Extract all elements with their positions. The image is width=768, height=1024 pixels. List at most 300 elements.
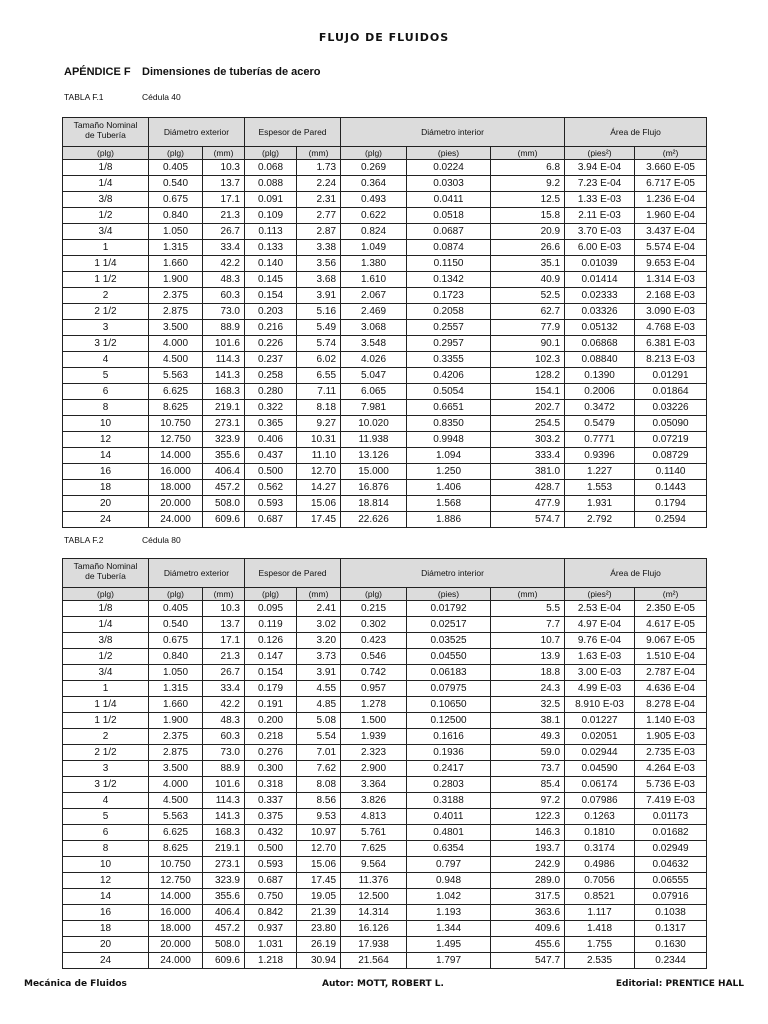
cell-od-plg: 0.675 (149, 192, 203, 208)
cell-area-pies2: 3.94 E-04 (565, 160, 635, 176)
table-row (63, 713, 707, 729)
cell-wall-plg: 0.113 (245, 224, 297, 240)
cell-wall-plg: 0.337 (245, 793, 297, 809)
table-label: TABLA F.2 (64, 535, 104, 545)
cell-id-plg: 11.376 (341, 873, 407, 889)
cell-wall-plg: 0.088 (245, 176, 297, 192)
cell-id-pies: 0.0687 (407, 224, 491, 240)
cell-nominal-size: 3 1/2 (63, 777, 149, 793)
cell-wall-mm: 6.02 (297, 352, 341, 368)
unit-header: (pies) (407, 147, 491, 160)
table-row (63, 176, 707, 192)
cell-id-plg: 2.323 (341, 745, 407, 761)
cell-nominal-size: 1 1/4 (63, 697, 149, 713)
cell-id-pies: 0.1342 (407, 272, 491, 288)
cell-id-plg: 2.469 (341, 304, 407, 320)
table-body (63, 160, 707, 528)
cell-area-pies2: 2.53 E-04 (565, 601, 635, 617)
cell-id-mm: 154.1 (491, 384, 565, 400)
cell-id-plg: 16.126 (341, 921, 407, 937)
cell-nominal-size: 20 (63, 937, 149, 953)
cell-nominal-size: 2 1/2 (63, 304, 149, 320)
cell-wall-plg: 0.750 (245, 889, 297, 905)
cell-id-pies: 0.10650 (407, 697, 491, 713)
cell-id-plg: 6.065 (341, 384, 407, 400)
cell-area-pies2: 0.02333 (565, 288, 635, 304)
cell-id-mm: 5.5 (491, 601, 565, 617)
header-nominal-size: Tamaño Nominal de Tubería (63, 118, 149, 147)
cell-id-mm: 547.7 (491, 953, 565, 969)
cell-wall-mm: 8.56 (297, 793, 341, 809)
cell-id-mm: 10.7 (491, 633, 565, 649)
table-row (63, 384, 707, 400)
table-row (63, 352, 707, 368)
cell-area-m2: 0.1630 (635, 937, 707, 953)
cell-id-mm: 97.2 (491, 793, 565, 809)
table-row (63, 857, 707, 873)
cell-id-plg: 15.000 (341, 464, 407, 480)
cell-id-plg: 11.938 (341, 432, 407, 448)
cell-nominal-size: 6 (63, 825, 149, 841)
cell-area-m2: 4.768 E-03 (635, 320, 707, 336)
cell-area-pies2: 0.8521 (565, 889, 635, 905)
cell-wall-plg: 0.109 (245, 208, 297, 224)
cell-od-mm: 42.2 (203, 256, 245, 272)
cell-area-m2: 0.08729 (635, 448, 707, 464)
table-row (63, 464, 707, 480)
table-row (63, 288, 707, 304)
cell-id-plg: 0.824 (341, 224, 407, 240)
cell-nominal-size: 3 (63, 761, 149, 777)
cell-wall-mm: 3.91 (297, 288, 341, 304)
cell-id-mm: 15.8 (491, 208, 565, 224)
cell-wall-plg: 0.154 (245, 665, 297, 681)
cell-id-pies: 0.0874 (407, 240, 491, 256)
cell-od-mm: 508.0 (203, 496, 245, 512)
cell-area-m2: 4.264 E-03 (635, 761, 707, 777)
cell-wall-plg: 0.145 (245, 272, 297, 288)
cell-id-mm: 49.3 (491, 729, 565, 745)
cell-wall-plg: 0.140 (245, 256, 297, 272)
cell-id-pies: 0.0303 (407, 176, 491, 192)
cell-wall-plg: 0.179 (245, 681, 297, 697)
unit-header: (plg) (63, 147, 149, 160)
cell-od-mm: 13.7 (203, 176, 245, 192)
cell-wall-plg: 0.147 (245, 649, 297, 665)
cell-id-pies: 0.6354 (407, 841, 491, 857)
cell-id-mm: 35.1 (491, 256, 565, 272)
cell-area-m2: 2.735 E-03 (635, 745, 707, 761)
cell-id-plg: 9.564 (341, 857, 407, 873)
cell-id-pies: 0.06183 (407, 665, 491, 681)
cell-wall-plg: 0.687 (245, 512, 297, 528)
cell-area-pies2: 0.7056 (565, 873, 635, 889)
cell-id-mm: 289.0 (491, 873, 565, 889)
table-row (63, 368, 707, 384)
cell-id-pies: 1.568 (407, 496, 491, 512)
table-label: TABLA F.1 (64, 92, 104, 102)
table-row (63, 889, 707, 905)
cell-nominal-size: 16 (63, 464, 149, 480)
cell-area-pies2: 0.2006 (565, 384, 635, 400)
cell-od-mm: 609.6 (203, 512, 245, 528)
cell-od-plg: 18.000 (149, 921, 203, 937)
cell-od-plg: 0.840 (149, 208, 203, 224)
cell-id-plg: 22.626 (341, 512, 407, 528)
cell-wall-mm: 5.49 (297, 320, 341, 336)
header-nominal-size: Tamaño Nominal de Tubería (63, 559, 149, 588)
cell-id-mm: 40.9 (491, 272, 565, 288)
cell-area-m2: 1.960 E-04 (635, 208, 707, 224)
cell-wall-mm: 3.20 (297, 633, 341, 649)
unit-header: (plg) (341, 147, 407, 160)
unit-header: (mm) (491, 147, 565, 160)
cell-od-plg: 0.540 (149, 617, 203, 633)
unit-header: (plg) (245, 147, 297, 160)
table-row (63, 825, 707, 841)
cell-id-mm: 333.4 (491, 448, 565, 464)
cell-area-m2: 0.01864 (635, 384, 707, 400)
cell-area-pies2: 1.931 (565, 496, 635, 512)
table-row (63, 224, 707, 240)
table-row (63, 320, 707, 336)
cell-wall-plg: 0.500 (245, 464, 297, 480)
cell-wall-mm: 7.11 (297, 384, 341, 400)
cell-id-mm: 146.3 (491, 825, 565, 841)
cell-wall-plg: 1.218 (245, 953, 297, 969)
cell-od-plg: 4.000 (149, 336, 203, 352)
cell-id-pies: 0.0224 (407, 160, 491, 176)
cell-area-pies2: 0.7771 (565, 432, 635, 448)
cell-id-mm: 77.9 (491, 320, 565, 336)
unit-header: (plg) (245, 588, 297, 601)
cell-od-mm: 355.6 (203, 448, 245, 464)
cell-wall-plg: 0.300 (245, 761, 297, 777)
cell-id-plg: 1.049 (341, 240, 407, 256)
cell-id-mm: 59.0 (491, 745, 565, 761)
table-row (63, 793, 707, 809)
cell-wall-mm: 5.16 (297, 304, 341, 320)
cell-wall-mm: 2.31 (297, 192, 341, 208)
cell-od-mm: 219.1 (203, 841, 245, 857)
cell-wall-mm: 17.45 (297, 512, 341, 528)
cell-area-m2: 7.419 E-03 (635, 793, 707, 809)
cell-wall-mm: 9.53 (297, 809, 341, 825)
table-row (63, 873, 707, 889)
cell-id-plg: 5.047 (341, 368, 407, 384)
cell-wall-mm: 23.80 (297, 921, 341, 937)
cell-od-plg: 2.875 (149, 304, 203, 320)
cell-area-m2: 4.617 E-05 (635, 617, 707, 633)
cell-id-plg: 7.625 (341, 841, 407, 857)
cell-nominal-size: 4 (63, 793, 149, 809)
cell-od-plg: 0.675 (149, 633, 203, 649)
cell-id-pies: 0.07975 (407, 681, 491, 697)
cell-od-plg: 20.000 (149, 937, 203, 953)
cell-area-m2: 9.067 E-05 (635, 633, 707, 649)
footer-publisher: Editorial: PRENTICE HALL (615, 979, 744, 989)
cell-area-pies2: 1.418 (565, 921, 635, 937)
table-row (63, 400, 707, 416)
cell-id-mm: 409.6 (491, 921, 565, 937)
cell-od-plg: 2.875 (149, 745, 203, 761)
cell-area-pies2: 1.33 E-03 (565, 192, 635, 208)
cell-id-plg: 1.278 (341, 697, 407, 713)
cell-wall-plg: 0.593 (245, 857, 297, 873)
cell-area-pies2: 0.1390 (565, 368, 635, 384)
cell-id-pies: 0.8350 (407, 416, 491, 432)
cell-wall-plg: 0.200 (245, 713, 297, 729)
table-row (63, 512, 707, 528)
cell-wall-plg: 0.091 (245, 192, 297, 208)
cell-wall-plg: 0.191 (245, 697, 297, 713)
cell-nominal-size: 1 1/2 (63, 713, 149, 729)
cell-area-pies2: 0.1263 (565, 809, 635, 825)
cell-id-pies: 1.344 (407, 921, 491, 937)
cell-wall-mm: 12.70 (297, 464, 341, 480)
cell-area-pies2: 0.01414 (565, 272, 635, 288)
unit-header: (plg) (63, 588, 149, 601)
cell-nominal-size: 1/8 (63, 601, 149, 617)
cell-area-pies2: 1.553 (565, 480, 635, 496)
cell-wall-plg: 0.126 (245, 633, 297, 649)
cell-wall-mm: 14.27 (297, 480, 341, 496)
cell-od-mm: 273.1 (203, 857, 245, 873)
cell-area-pies2: 6.00 E-03 (565, 240, 635, 256)
cell-wall-plg: 0.276 (245, 745, 297, 761)
cell-area-m2: 0.05090 (635, 416, 707, 432)
cell-nominal-size: 2 (63, 729, 149, 745)
cell-nominal-size: 1/4 (63, 176, 149, 192)
cell-nominal-size: 3 (63, 320, 149, 336)
cell-area-m2: 0.07219 (635, 432, 707, 448)
cell-area-m2: 2.168 E-03 (635, 288, 707, 304)
table-row (63, 937, 707, 953)
cell-wall-plg: 0.216 (245, 320, 297, 336)
cell-id-mm: 6.8 (491, 160, 565, 176)
table-row (63, 192, 707, 208)
cell-area-pies2: 8.910 E-03 (565, 697, 635, 713)
header-wall-thickness: Espesor de Pared (245, 118, 341, 147)
cell-nominal-size: 14 (63, 889, 149, 905)
cell-od-mm: 114.3 (203, 352, 245, 368)
cell-od-plg: 16.000 (149, 464, 203, 480)
cell-wall-plg: 0.258 (245, 368, 297, 384)
cell-id-mm: 26.6 (491, 240, 565, 256)
cell-od-mm: 406.4 (203, 464, 245, 480)
table-row (63, 905, 707, 921)
cell-wall-mm: 8.08 (297, 777, 341, 793)
cell-area-m2: 8.278 E-04 (635, 697, 707, 713)
table-row (63, 432, 707, 448)
cell-id-pies: 0.2417 (407, 761, 491, 777)
cell-od-plg: 1.900 (149, 272, 203, 288)
table-f1-caption (64, 92, 181, 102)
cell-od-mm: 141.3 (203, 809, 245, 825)
cell-id-mm: 9.2 (491, 176, 565, 192)
cell-nominal-size: 20 (63, 496, 149, 512)
cell-id-pies: 0.2803 (407, 777, 491, 793)
cell-area-m2: 0.01682 (635, 825, 707, 841)
cell-area-m2: 0.1443 (635, 480, 707, 496)
cell-wall-mm: 17.45 (297, 873, 341, 889)
cell-id-mm: 381.0 (491, 464, 565, 480)
cell-area-m2: 2.787 E-04 (635, 665, 707, 681)
cell-nominal-size: 1 1/2 (63, 272, 149, 288)
cell-id-plg: 0.269 (341, 160, 407, 176)
cell-id-plg: 16.876 (341, 480, 407, 496)
cell-id-plg: 0.546 (341, 649, 407, 665)
cell-id-plg: 1.610 (341, 272, 407, 288)
cell-id-pies: 1.797 (407, 953, 491, 969)
cell-od-mm: 10.3 (203, 160, 245, 176)
cell-id-plg: 4.026 (341, 352, 407, 368)
cell-od-mm: 60.3 (203, 288, 245, 304)
cell-id-pies: 0.9948 (407, 432, 491, 448)
cell-wall-plg: 0.133 (245, 240, 297, 256)
cell-id-mm: 574.7 (491, 512, 565, 528)
cell-area-pies2: 0.1810 (565, 825, 635, 841)
cell-od-plg: 6.625 (149, 384, 203, 400)
cell-od-plg: 16.000 (149, 905, 203, 921)
cell-id-pies: 1.042 (407, 889, 491, 905)
cell-area-pies2: 0.01227 (565, 713, 635, 729)
cell-wall-plg: 0.500 (245, 841, 297, 857)
cell-id-mm: 303.2 (491, 432, 565, 448)
cell-id-pies: 0.3355 (407, 352, 491, 368)
cell-wall-mm: 12.70 (297, 841, 341, 857)
header-outside-diameter: Diámetro exterior (149, 118, 245, 147)
cell-area-m2: 8.213 E-03 (635, 352, 707, 368)
cell-od-mm: 323.9 (203, 873, 245, 889)
cell-od-mm: 88.9 (203, 761, 245, 777)
cell-id-pies: 1.193 (407, 905, 491, 921)
cell-area-pies2: 0.4986 (565, 857, 635, 873)
cell-od-mm: 21.3 (203, 208, 245, 224)
cell-wall-mm: 10.97 (297, 825, 341, 841)
table-row (63, 480, 707, 496)
cell-area-m2: 1.314 E-03 (635, 272, 707, 288)
cell-id-plg: 17.938 (341, 937, 407, 953)
cell-wall-plg: 0.687 (245, 873, 297, 889)
table-row (63, 617, 707, 633)
cell-wall-mm: 4.85 (297, 697, 341, 713)
cell-nominal-size: 24 (63, 953, 149, 969)
cell-nominal-size: 1 (63, 681, 149, 697)
cell-id-plg: 3.826 (341, 793, 407, 809)
cell-od-mm: 88.9 (203, 320, 245, 336)
cell-id-plg: 12.500 (341, 889, 407, 905)
cell-wall-plg: 0.406 (245, 432, 297, 448)
cell-id-plg: 3.068 (341, 320, 407, 336)
cell-area-pies2: 9.76 E-04 (565, 633, 635, 649)
cell-area-m2: 0.1038 (635, 905, 707, 921)
cell-nominal-size: 3/4 (63, 665, 149, 681)
cell-id-plg: 21.564 (341, 953, 407, 969)
cell-area-pies2: 0.02944 (565, 745, 635, 761)
cell-id-mm: 193.7 (491, 841, 565, 857)
table-body (63, 601, 707, 969)
unit-header: (m²) (635, 588, 707, 601)
cell-id-plg: 0.622 (341, 208, 407, 224)
cell-nominal-size: 10 (63, 416, 149, 432)
cell-nominal-size: 14 (63, 448, 149, 464)
cell-id-mm: 7.7 (491, 617, 565, 633)
cell-nominal-size: 5 (63, 368, 149, 384)
cell-id-plg: 1.380 (341, 256, 407, 272)
table-row (63, 841, 707, 857)
cell-id-pies: 1.495 (407, 937, 491, 953)
cell-wall-mm: 2.77 (297, 208, 341, 224)
cell-id-plg: 2.900 (341, 761, 407, 777)
cell-area-pies2: 0.3472 (565, 400, 635, 416)
table-row (63, 208, 707, 224)
cell-area-pies2: 2.11 E-03 (565, 208, 635, 224)
cell-id-plg: 13.126 (341, 448, 407, 464)
cell-area-pies2: 0.03326 (565, 304, 635, 320)
unit-header: (mm) (203, 147, 245, 160)
cell-id-pies: 0.2058 (407, 304, 491, 320)
cell-area-m2: 0.2344 (635, 953, 707, 969)
cell-id-pies: 0.2957 (407, 336, 491, 352)
cell-od-mm: 26.7 (203, 665, 245, 681)
table-row (63, 601, 707, 617)
cell-nominal-size: 2 (63, 288, 149, 304)
cell-area-m2: 0.1317 (635, 921, 707, 937)
cell-id-plg: 1.500 (341, 713, 407, 729)
cell-area-pies2: 3.00 E-03 (565, 665, 635, 681)
cell-od-mm: 141.3 (203, 368, 245, 384)
footer-book-title: Mecánica de Fluidos (24, 979, 127, 989)
unit-header: (pies²) (565, 588, 635, 601)
cell-nominal-size: 8 (63, 400, 149, 416)
header-flow-area: Área de Flujo (565, 118, 707, 147)
cell-od-plg: 20.000 (149, 496, 203, 512)
cell-id-mm: 20.9 (491, 224, 565, 240)
cell-area-pies2: 0.04590 (565, 761, 635, 777)
cell-area-m2: 4.636 E-04 (635, 681, 707, 697)
cell-id-plg: 0.423 (341, 633, 407, 649)
cell-od-mm: 219.1 (203, 400, 245, 416)
unit-header: (plg) (341, 588, 407, 601)
cell-wall-mm: 19.05 (297, 889, 341, 905)
cell-wall-mm: 10.31 (297, 432, 341, 448)
cell-wall-mm: 30.94 (297, 953, 341, 969)
cell-id-mm: 85.4 (491, 777, 565, 793)
cell-od-plg: 8.625 (149, 841, 203, 857)
table-row (63, 921, 707, 937)
cell-od-mm: 26.7 (203, 224, 245, 240)
cell-id-pies: 0.0518 (407, 208, 491, 224)
table-row (63, 336, 707, 352)
cell-wall-plg: 0.203 (245, 304, 297, 320)
cell-wall-mm: 2.24 (297, 176, 341, 192)
cell-id-mm: 242.9 (491, 857, 565, 873)
cell-wall-mm: 5.74 (297, 336, 341, 352)
cell-nominal-size: 2 1/2 (63, 745, 149, 761)
cell-id-mm: 202.7 (491, 400, 565, 416)
cell-od-mm: 33.4 (203, 681, 245, 697)
cell-id-plg: 0.215 (341, 601, 407, 617)
cell-od-mm: 42.2 (203, 697, 245, 713)
cell-od-plg: 1.900 (149, 713, 203, 729)
cell-od-plg: 1.660 (149, 256, 203, 272)
table-row (63, 777, 707, 793)
cell-id-pies: 0.04550 (407, 649, 491, 665)
cell-nominal-size: 5 (63, 809, 149, 825)
cell-nominal-size: 12 (63, 873, 149, 889)
cell-od-mm: 17.1 (203, 633, 245, 649)
